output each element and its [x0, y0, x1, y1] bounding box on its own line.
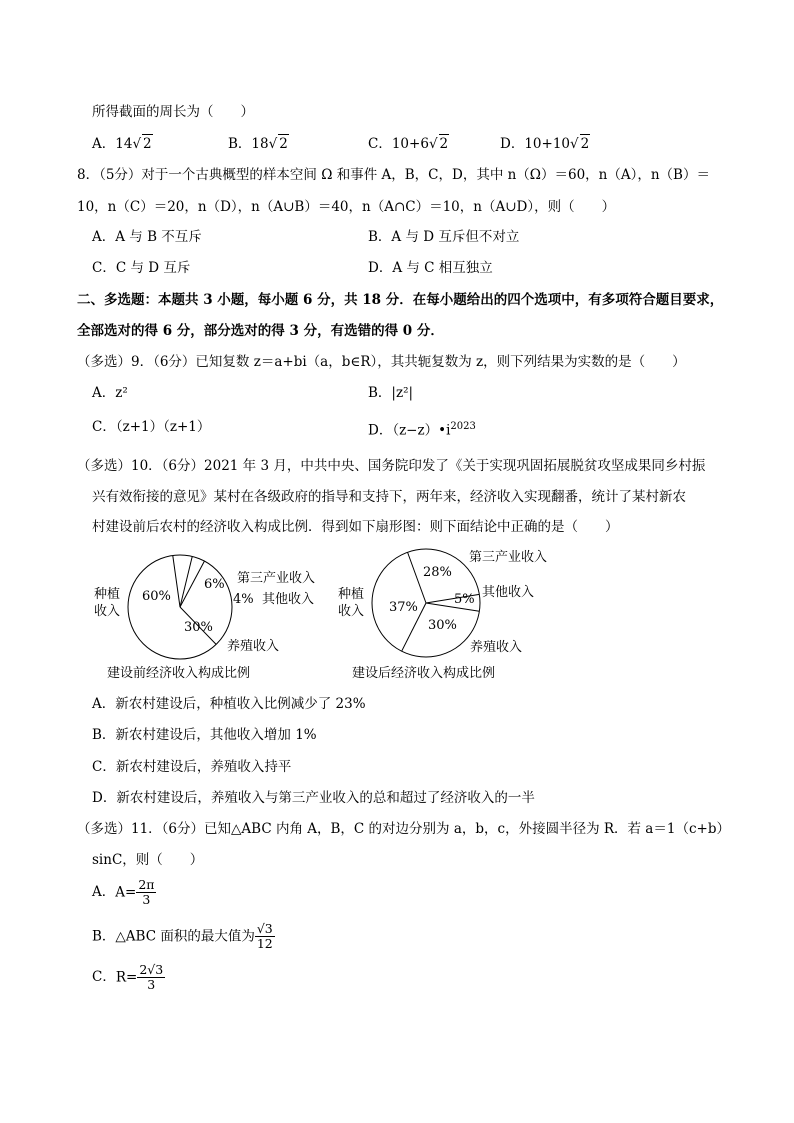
- pie1-data-label-breed: 30%: [184, 620, 213, 635]
- radicand: 2: [143, 136, 152, 152]
- section2-heading-line2: 全部选对的得 6 分，部分选对的得 3 分，有选错的得 0 分．: [77, 323, 444, 339]
- q10-option-d[interactable]: D．新农村建设后，养殖收入与第三产业收入的总和超过了经济收入的一半: [92, 790, 535, 806]
- option-letter: C．: [92, 969, 116, 985]
- option-letter: D．: [500, 136, 525, 152]
- option-letter: C．: [368, 136, 392, 152]
- pie2-title: 建设后经济收入构成比例: [352, 666, 496, 681]
- q8-option-b[interactable]: B．A 与 D 互斥但不对立: [368, 229, 520, 245]
- option-lhs: A=: [115, 884, 137, 901]
- denominator: 12: [256, 936, 273, 951]
- q7-stem-tail: 所得截面的周长为（ ）: [92, 104, 254, 120]
- pie2-data-label-plant: 37%: [389, 600, 418, 615]
- q9-option-a[interactable]: A．z²: [92, 385, 128, 401]
- radicand: 2: [580, 136, 590, 152]
- pie2-label-plant-line2: 收入: [338, 604, 365, 619]
- option-text: B．△ABC 面积的最大值为: [92, 928, 255, 945]
- q10-option-b[interactable]: B．新农村建设后，其他收入增加 1%: [92, 727, 317, 743]
- numerator: 2√3: [139, 962, 164, 977]
- q8-stem-line1: 8．（5分）对于一个古典概型的样本空间 Ω 和事件 A，B，C，D，其中 n（Ω）＝60，n（A），n（B）＝: [77, 167, 710, 183]
- fraction: [136, 878, 156, 907]
- radicand: 2: [279, 136, 288, 152]
- pie1-data-label-plant: 60%: [142, 589, 171, 604]
- pie1-label-other: 其他收入: [262, 592, 315, 607]
- option-letter: B．: [228, 136, 252, 152]
- q7-option-d[interactable]: D．10+10√ 2: [500, 136, 590, 152]
- q8-option-c[interactable]: C．C 与 D 互斥: [92, 260, 191, 276]
- numerator: 2π: [138, 877, 155, 892]
- pie2-label-other: 其他收入: [482, 585, 535, 600]
- q9-option-b[interactable]: B．|z²|: [368, 385, 414, 401]
- pie2-label-tertiary: 第三产业收入: [469, 550, 548, 565]
- denominator: 3: [147, 977, 156, 992]
- q11-option-a[interactable]: [92, 878, 156, 907]
- pie2-data-label-breed: 30%: [428, 618, 457, 633]
- section2-heading-line1: 二、多选题：本题共 3 小题，每小题 6 分，共 18 分．在每小题给出的四个选项中，有多项符合题目要求，: [77, 292, 724, 308]
- fraction: [137, 963, 165, 992]
- q10-stem-line3: 村建设前后农村的经济收入构成比例．得到如下扇形图：则下面结论中正确的是（ ）: [92, 519, 619, 535]
- q9-option-c[interactable]: C．（z+1）（z+1）: [92, 419, 211, 435]
- q9-stem: （多选）9．（6分）已知复数 z＝a+bi（a，b∈R），其共轭复数为 z，则下列结果为实数的是（ ）: [77, 354, 686, 370]
- pie1-label-breed: 养殖收入: [227, 639, 280, 654]
- option-value: 18: [251, 136, 269, 152]
- pie-charts: [80, 545, 600, 685]
- q11-stem-line2: sinC，则（ ）: [92, 852, 204, 868]
- option-value: 10+6: [391, 136, 429, 152]
- pie2-label-breed: 养殖收入: [470, 640, 523, 655]
- pie1-data-label-other: 4%: [233, 592, 254, 607]
- pie-chart-before: [128, 555, 232, 659]
- option-lhs: R=: [115, 969, 138, 986]
- option-letter: A．: [92, 136, 116, 152]
- pie2-data-label-other: 5%: [454, 592, 475, 607]
- option-text: D．（z−z）•i: [368, 422, 451, 439]
- option-value: 10+10: [524, 136, 570, 152]
- denominator: 3: [142, 892, 151, 907]
- fraction: [255, 922, 275, 951]
- q11-option-b[interactable]: [92, 922, 275, 951]
- option-value: 14: [115, 136, 133, 152]
- q11-stem-line1: （多选）11．（6分）已知△ABC 内角 A，B，C 的对边分别为 a，b，c，外接圆半径为 R．若 a＝1（c+b）: [77, 821, 730, 837]
- q10-option-a[interactable]: A．新农村建设后，种植收入比例减少了 23%: [92, 696, 366, 712]
- q10-option-c[interactable]: C．新农村建设后，养殖收入持平: [92, 759, 292, 775]
- q10-stem-line1: （多选）10．（6分）2021 年 3 月，中共中央、国务院印发了《关于实现巩固拓展脱贫攻坚成果同乡村振: [77, 458, 706, 474]
- radicand: 2: [439, 136, 449, 152]
- q7-option-b[interactable]: B．18√ 2: [228, 136, 288, 152]
- pie2-data-label-tertiary: 28%: [423, 565, 452, 580]
- q8-option-d[interactable]: D．A 与 C 相互独立: [368, 260, 493, 276]
- pie2-label-plant-line1: 种植: [338, 587, 365, 602]
- numerator: √3: [256, 921, 273, 936]
- pie1-title: 建设前经济收入构成比例: [107, 666, 251, 681]
- q7-option-a[interactable]: A．14√ 2: [92, 136, 152, 152]
- exponent: 2023: [450, 421, 476, 432]
- pie1-label-tertiary: 第三产业收入: [237, 571, 316, 586]
- pie1-label-plant-line1: 种植: [94, 587, 121, 602]
- q8-option-a[interactable]: A．A 与 B 不互斥: [92, 229, 202, 245]
- pie1-data-label-tertiary: 6%: [204, 577, 225, 592]
- q7-option-c[interactable]: C．10+6√ 2: [368, 136, 449, 152]
- pie1-label-plant-line2: 收入: [94, 604, 121, 619]
- q8-stem-line2: 10，n（C）＝20，n（D），n（A∪B）＝40，n（A∩C）＝10，n（A∪D），则（ ）: [77, 199, 616, 215]
- q10-stem-line2: 兴有效衔接的意见》某村在各级政府的指导和支持下，两年来，经济收入实现翻番，统计了某村新农: [92, 489, 686, 505]
- q9-option-d[interactable]: [368, 418, 476, 440]
- q11-option-c[interactable]: [92, 963, 165, 992]
- option-letter: A．: [92, 884, 116, 900]
